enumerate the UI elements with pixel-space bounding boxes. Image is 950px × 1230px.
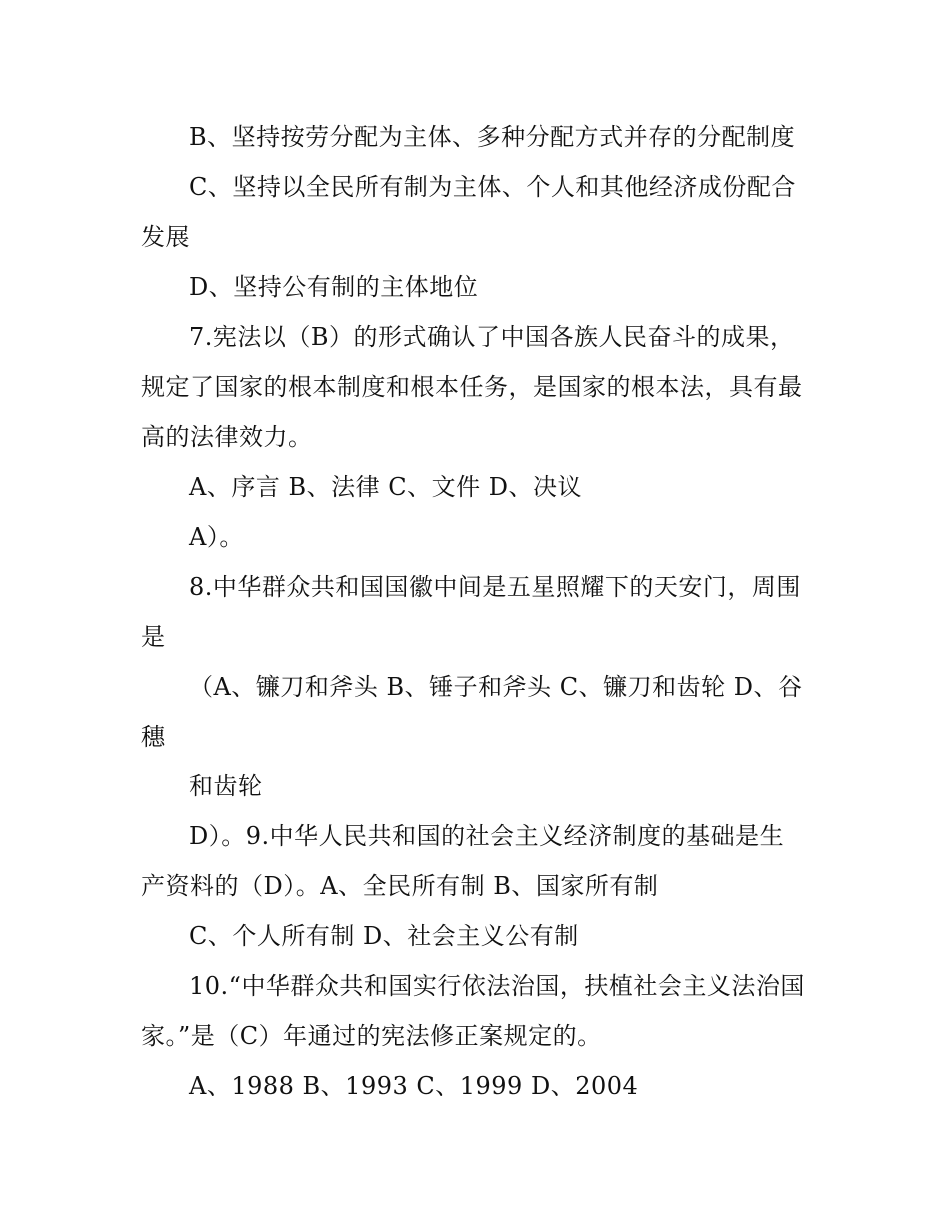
- option-c-continuation: 发展: [141, 223, 190, 251]
- option-b-line: B、坚持按劳分配为主体、多种分配方式并存的分配制度: [189, 123, 796, 151]
- question-8-options: （A、镰刀和斧头 B、锤子和斧头 C、镰刀和齿轮 D、谷: [189, 673, 803, 701]
- option-c-line: C、坚持以全民所有制为主体、个人和其他经济成份配合: [189, 173, 796, 201]
- question-9-line-1: D）。9.中华人民共和国的社会主义经济制度的基础是生: [189, 822, 785, 850]
- question-7-line-1: 7.宪法以（B）的形式确认了中国各族人民奋斗的成果，: [189, 323, 795, 351]
- question-10-line-1: 10.“中华群众共和国实行依法治国，扶植社会主义法治国: [189, 972, 805, 1000]
- question-9-line-2: 产资料的（D）。A、全民所有制 B、国家所有制: [141, 872, 659, 900]
- question-8-line-1: 8.中华群众共和国国徽中间是五星照耀下的天安门，周围: [189, 573, 801, 601]
- option-d-line: D、坚持公有制的主体地位: [189, 273, 479, 301]
- question-8-line-2: 是: [141, 623, 166, 651]
- question-8-options-continuation: 穗: [141, 723, 166, 751]
- question-9-options: C、个人所有制 D、社会主义公有制: [189, 922, 579, 950]
- question-10-line-2: 家。”是（C）年通过的宪法修正案规定的。: [141, 1022, 602, 1050]
- question-10-options: A、1988 B、1993 C、1999 D、2004: [189, 1072, 639, 1100]
- question-7-line-3: 高的法律效力。: [141, 423, 313, 451]
- answer-fragment: A）。: [189, 523, 244, 551]
- question-8-options-end: 和齿轮: [189, 772, 263, 800]
- question-7-line-2: 规定了国家的根本制度和根本任务，是国家的根本法，具有最: [141, 373, 803, 401]
- question-7-options: A、序言 B、法律 C、文件 D、决议: [189, 473, 582, 501]
